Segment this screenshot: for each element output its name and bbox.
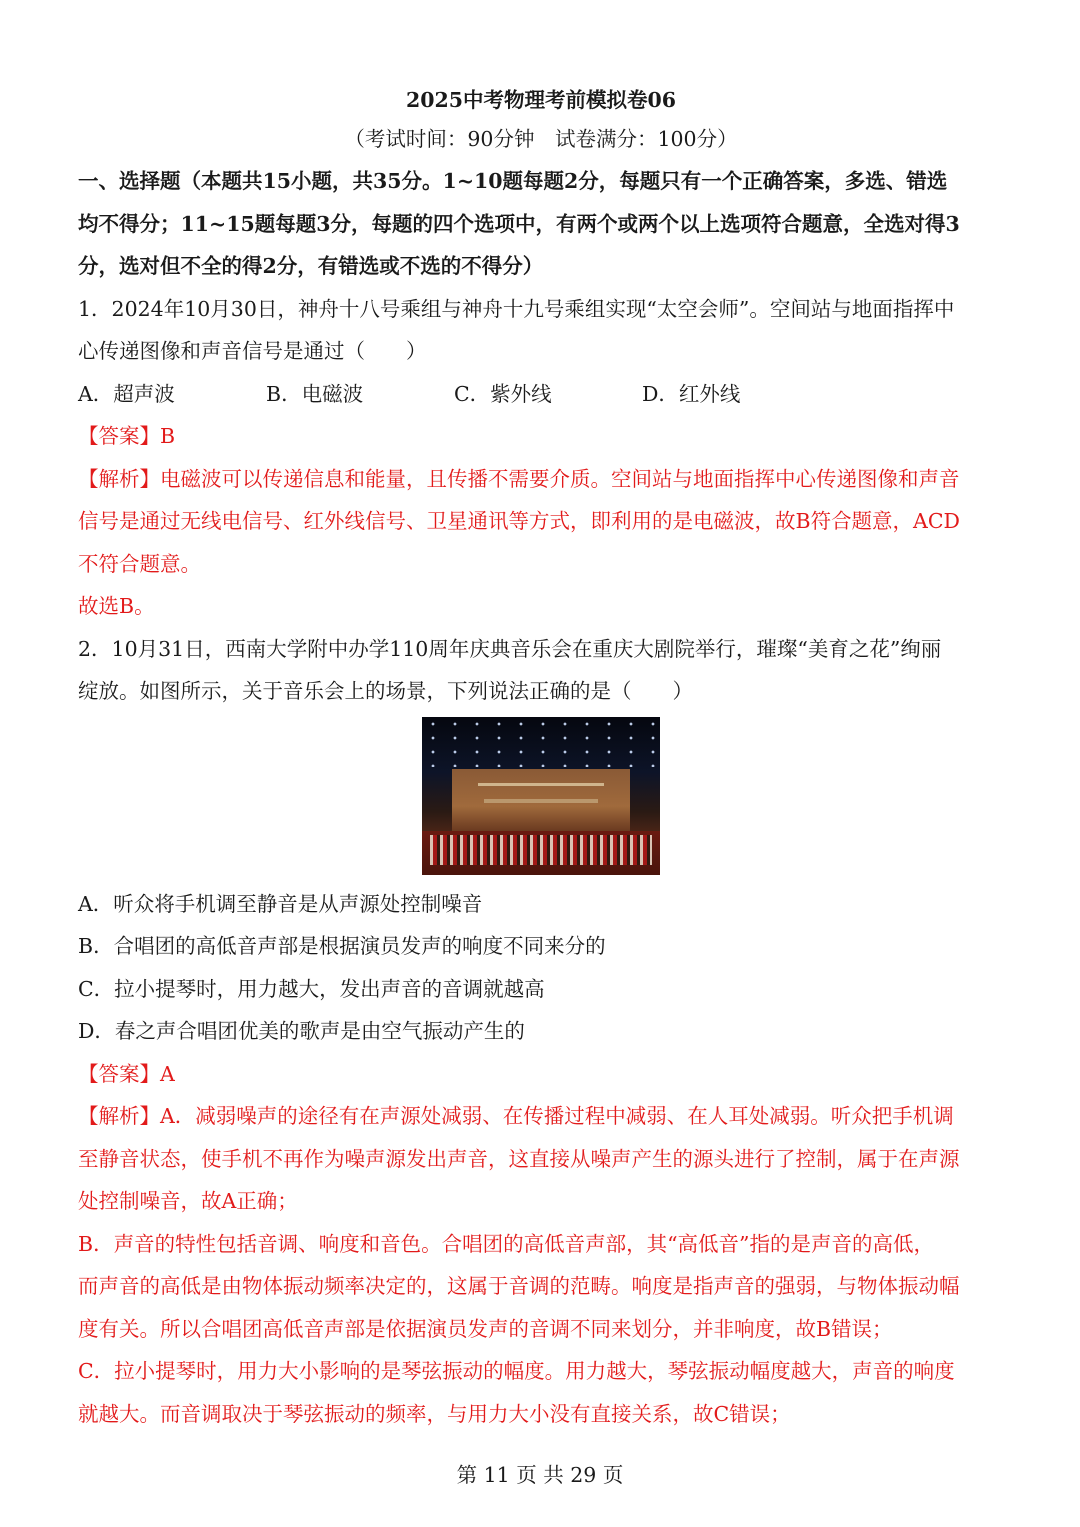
q1-option-c: C．紫外线 (454, 381, 552, 406)
q1-options (78, 373, 1004, 416)
section-heading-line: 均不得分；11~15题每题3分，每题的四个选项中，有两个或两个以上选项符合题意，全选对得3 (78, 211, 960, 236)
q2-analysis-line: B．声音的特性包括音调、响度和音色。合唱团的高低音声部，其“高低音”指的是声音的高低， (78, 1231, 935, 1256)
q2-stem-line: 2．10月31日，西南大学附中办学110周年庆典音乐会在重庆大剧院举行，璀璨“美育之花”绚丽 (78, 636, 942, 661)
concert-photo (422, 717, 660, 875)
q2-analysis-line: 【解析】A．减弱噪声的途径有在声源处减弱、在传播过程中减弱、在人耳处减弱。听众把手机调 (78, 1104, 954, 1128)
orchestra-players (430, 835, 652, 865)
page-number: 第 11 页 共 29 页 (456, 1463, 624, 1487)
q1-analysis-line: 不符合题意。 (78, 551, 201, 576)
backdrop-subbanner (484, 799, 598, 803)
q2-option-c: C．拉小提琴时，用力越大，发出声音的音调就越高 (78, 976, 545, 1001)
q2-analysis-line: 至静音状态，使手机不再作为噪声源发出声音，这直接从噪声产生的源头进行了控制，属于在声源 (78, 1146, 960, 1171)
q1-analysis-line: 信号是通过无线电信号、红外线信号、卫星通讯等方式，即利用的是电磁波，故B符合题意，ACD (78, 509, 960, 533)
q2-analysis-line: C．拉小提琴时，用力大小影响的是琴弦振动的幅度。用力越大，琴弦振动幅度越大，声音的响度 (78, 1359, 955, 1383)
q1-option-a: A．超声波 (78, 381, 175, 406)
q2-option-b: B．合唱团的高低音声部是根据演员发声的响度不同来分的 (78, 934, 606, 958)
q1-option-b: B．电磁波 (266, 381, 364, 406)
document-page (78, 82, 1004, 1435)
q1-option-d: D．红外线 (642, 381, 741, 406)
q1-stem-line: 1．2024年10月30日，神舟十八号乘组与神舟十九号乘组实现“太空会师”。空间站与地面指挥中 (78, 296, 955, 321)
q2-option-d: D．春之声合唱团优美的歌声是由空气振动产生的 (78, 1019, 525, 1043)
section-heading-line: 分，选对但不全的得2分，有错选或不选的不得分） (78, 254, 544, 278)
q2-analysis-line: 而声音的高低是由物体振动频率决定的，这属于音调的范畴。响度是指声音的强弱，与物体振动幅 (78, 1274, 960, 1298)
q1-stem-line: 心传递图像和声音信号是通过（ ） (78, 339, 427, 363)
q1-analysis-line: 【解析】电磁波可以传递信息和能量，且传播不需要介质。空间站与地面指挥中心传递图像和声音 (78, 466, 960, 491)
section-heading-line: 一、选择题（本题共15小题，共35分。1~10题每题2分，每题只有一个正确答案，多选、错选 (78, 169, 948, 193)
backdrop-banner (478, 783, 604, 796)
q1-conclusion: 故选B。 (78, 594, 155, 618)
q2-analysis-line: 处控制噪音，故A正确； (78, 1189, 298, 1213)
q2-stem-line: 绽放。如图所示，关于音乐会上的场景，下列说法正确的是（ ） (78, 679, 693, 703)
q1-answer: 【答案】B (78, 424, 176, 448)
q2-analysis-line: 就越大。而音调取决于琴弦振动的频率，与用力大小没有直接关系，故C错误； (78, 1401, 791, 1426)
q2-analysis-line: 度有关。所以合唱团高低音声部是依据演员发声的音调不同来划分，并非响度，故B错误； (78, 1316, 893, 1341)
q2-answer: 【答案】A (78, 1061, 175, 1086)
stage-lights (422, 717, 660, 767)
q2-option-a: A．听众将手机调至静音是从声源处控制噪音 (78, 891, 483, 916)
page-title: 2025中考物理考前模拟卷06 (405, 88, 677, 112)
page-subtitle: （考试时间：90分钟 试卷满分：100分） (344, 127, 738, 151)
